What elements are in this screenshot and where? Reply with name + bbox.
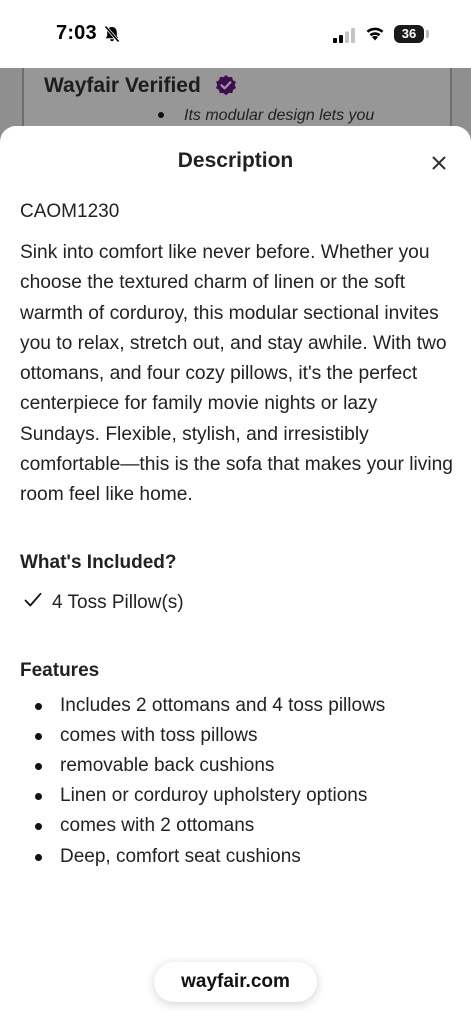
feature-item [20, 691, 456, 721]
included-heading: What's Included? [20, 551, 177, 573]
background-bullet [158, 112, 164, 118]
feature-item [20, 751, 456, 781]
included-item-label: 4 Toss Pillow(s) [52, 591, 184, 613]
feature-text: comes with 2 ottomans [60, 815, 255, 837]
browser-url-bar[interactable]: wayfair.com [154, 962, 317, 1002]
status-bar [0, 0, 471, 68]
feature-text: Linen or corduroy upholstery options [60, 785, 368, 807]
bell-muted-icon [103, 25, 121, 43]
product-description: Sink into comfort like never before. Whether you choose the textured charm of linen or the soft warmth of corduroy, this modular sectional invites you to relax, stretch out, and stay awhile. With two ottomans, and four cozy pillows, it's the perfect centerpiece for family movie nights or lazy Sundays. Flexible, stylish, and irresistibly comfortable—this is the sofa that makes your living room feel like home. [20, 242, 453, 506]
cellular-signal-icon [333, 27, 357, 43]
bullet-icon [35, 703, 42, 710]
status-time: 7:03 [56, 22, 97, 44]
sheet-content[interactable] [20, 200, 456, 872]
close-button[interactable] [426, 150, 452, 176]
feature-item [20, 842, 456, 872]
bullet-icon [35, 793, 42, 800]
product-sku: CAOM1230 [20, 201, 120, 222]
background-bullet-text: Its modular design lets you [184, 107, 375, 124]
feature-item [20, 721, 456, 751]
wifi-icon [364, 24, 386, 42]
battery-indicator [394, 25, 430, 43]
feature-item [20, 781, 456, 811]
bullet-icon [35, 763, 42, 770]
feature-item [20, 811, 456, 841]
bullet-icon [35, 733, 42, 740]
feature-text: Includes 2 ottomans and 4 toss pillows [60, 694, 386, 716]
feature-text: comes with toss pillows [60, 724, 258, 746]
checkmark-icon [24, 591, 46, 615]
battery-cap [426, 30, 429, 38]
description-sheet [0, 126, 471, 1020]
bullet-icon [35, 854, 42, 861]
verified-badge-icon [214, 74, 238, 98]
bullet-icon [35, 823, 42, 830]
battery-level: 36 [394, 25, 424, 43]
included-item [20, 591, 456, 615]
feature-text: removable back cushions [60, 755, 275, 777]
features-heading: Features [20, 659, 100, 681]
feature-text: Deep, comfort seat cushions [60, 845, 301, 867]
background-section-title: Wayfair Verified [44, 74, 201, 97]
sheet-title: Description [177, 149, 294, 172]
features-list [20, 691, 456, 872]
close-icon [434, 158, 445, 169]
